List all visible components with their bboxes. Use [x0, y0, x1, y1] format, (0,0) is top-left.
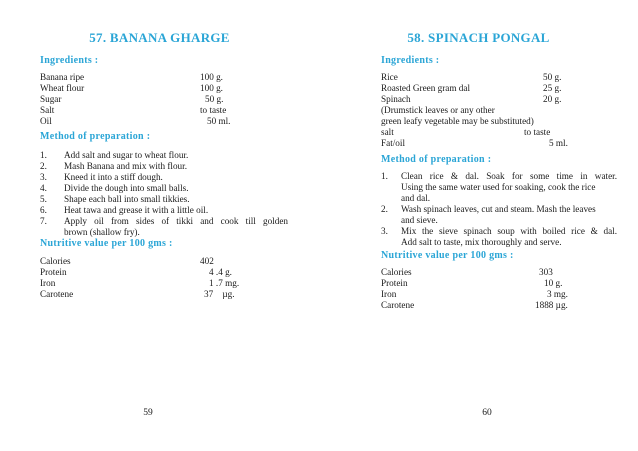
step-text: Divide the dough into small balls. — [64, 183, 189, 193]
method-heading: Method of preparation : — [40, 131, 151, 142]
nutrient-value: 3 mg. — [547, 289, 568, 299]
nutrient-name: Iron — [381, 289, 397, 299]
step-number: 7. — [40, 216, 47, 226]
nutrient-value: 303 — [539, 267, 553, 277]
step-text-continued: Add salt to taste, mix thoroughly and serve. — [401, 237, 562, 247]
step-text-continued: Using the same water used for soaking, cook the rice — [401, 182, 596, 192]
nutrient-name: Protein — [40, 267, 67, 277]
step-text: Wash spinach leaves, cut and steam. Mash the leaves — [401, 204, 596, 214]
nutrient-name: Calories — [381, 267, 412, 277]
step-text: Mix the sieve spinach soup with boiled rice & dal. — [401, 226, 617, 236]
ingredients-heading: Ingredients : — [40, 55, 99, 66]
ingredient-name: Fat/oil — [381, 138, 405, 148]
step-number: 3. — [40, 172, 47, 182]
step-text: Heat tawa and grease it with a little oil. — [64, 205, 209, 215]
ingredient-name: salt — [381, 127, 394, 137]
ingredient-name: Salt — [40, 105, 55, 115]
ingredient-qty: 5 ml. — [549, 138, 568, 148]
nutrient-name: Calories — [40, 256, 71, 266]
page-number: 59 — [143, 408, 153, 418]
ingredient-qty: 100 g. — [200, 72, 223, 82]
ingredient-name: Spinach — [381, 94, 411, 104]
ingredient-name: Roasted Green gram dal — [381, 83, 471, 93]
step-text: Apply oil from sides of tikki and cook till golden — [64, 216, 288, 226]
ingredient-qty: 50 g. — [205, 94, 224, 104]
ingredient-name: Sugar — [40, 94, 62, 104]
ingredient-qty: 100 g. — [200, 83, 223, 93]
step-number: 1. — [40, 150, 47, 160]
ingredient-name: Wheat flour — [40, 83, 85, 93]
ingredient-name: Oil — [40, 116, 52, 126]
ingredient-name: Rice — [381, 72, 398, 82]
ingredient-qty: 50 g. — [543, 72, 562, 82]
right-page — [319, 0, 638, 451]
step-text-continued: and sieve. — [401, 215, 438, 225]
step-number: 2. — [381, 204, 388, 214]
ingredient-note: green leafy vegetable may be substituted) — [381, 116, 534, 126]
nutrient-name: Carotene — [40, 289, 74, 299]
nutrient-value: 1 .7 mg. — [209, 278, 240, 288]
step-number: 4. — [40, 183, 47, 193]
method-heading: Method of preparation : — [381, 154, 492, 165]
ingredients-heading: Ingredients : — [381, 55, 440, 66]
ingredient-qty: 50 ml. — [207, 116, 231, 126]
ingredient-note: (Drumstick leaves or any other — [381, 105, 495, 115]
ingredient-name: Banana ripe — [40, 72, 85, 82]
step-text: Kneed it into a stiff dough. — [64, 172, 163, 182]
ingredient-qty: to taste — [200, 105, 227, 115]
recipe-title: 57. BANANA GHARGE — [89, 30, 230, 45]
ingredient-qty: 25 g. — [543, 83, 562, 93]
page-number: 60 — [482, 408, 492, 418]
nutrient-value: 37 µg. — [204, 289, 235, 299]
nutrient-name: Protein — [381, 278, 408, 288]
step-text: Shape each ball into small tikkies. — [64, 194, 190, 204]
step-number: 2. — [40, 161, 47, 171]
step-text-continued: and dal. — [401, 193, 431, 203]
nutrient-name: Carotene — [381, 300, 415, 310]
nutrient-name: Iron — [40, 278, 56, 288]
step-text: Mash Banana and mix with flour. — [64, 161, 187, 171]
nutrient-value: 402 — [200, 256, 214, 266]
step-number: 3. — [381, 226, 388, 236]
step-number: 1. — [381, 171, 388, 181]
nutritive-heading: Nutritive value per 100 gms : — [381, 250, 514, 261]
step-text: Clean rice & dal. Soak for some time in water. — [401, 171, 617, 181]
nutrient-value: 4 .4 g. — [209, 267, 232, 277]
step-number: 6. — [40, 205, 47, 215]
nutrient-value: 1888 µg. — [535, 300, 568, 310]
ingredient-qty: to taste — [524, 127, 551, 137]
ingredient-qty: 20 g. — [543, 94, 562, 104]
step-number: 5. — [40, 194, 47, 204]
step-text: Add salt and sugar to wheat flour. — [64, 150, 189, 160]
recipe-title: 58. SPINACH PONGAL — [407, 30, 550, 45]
nutritive-heading: Nutritive value per 100 gms : — [40, 238, 173, 249]
nutrient-value: 10 g. — [544, 278, 563, 288]
step-text-continued: brown (shallow fry). — [64, 227, 140, 237]
